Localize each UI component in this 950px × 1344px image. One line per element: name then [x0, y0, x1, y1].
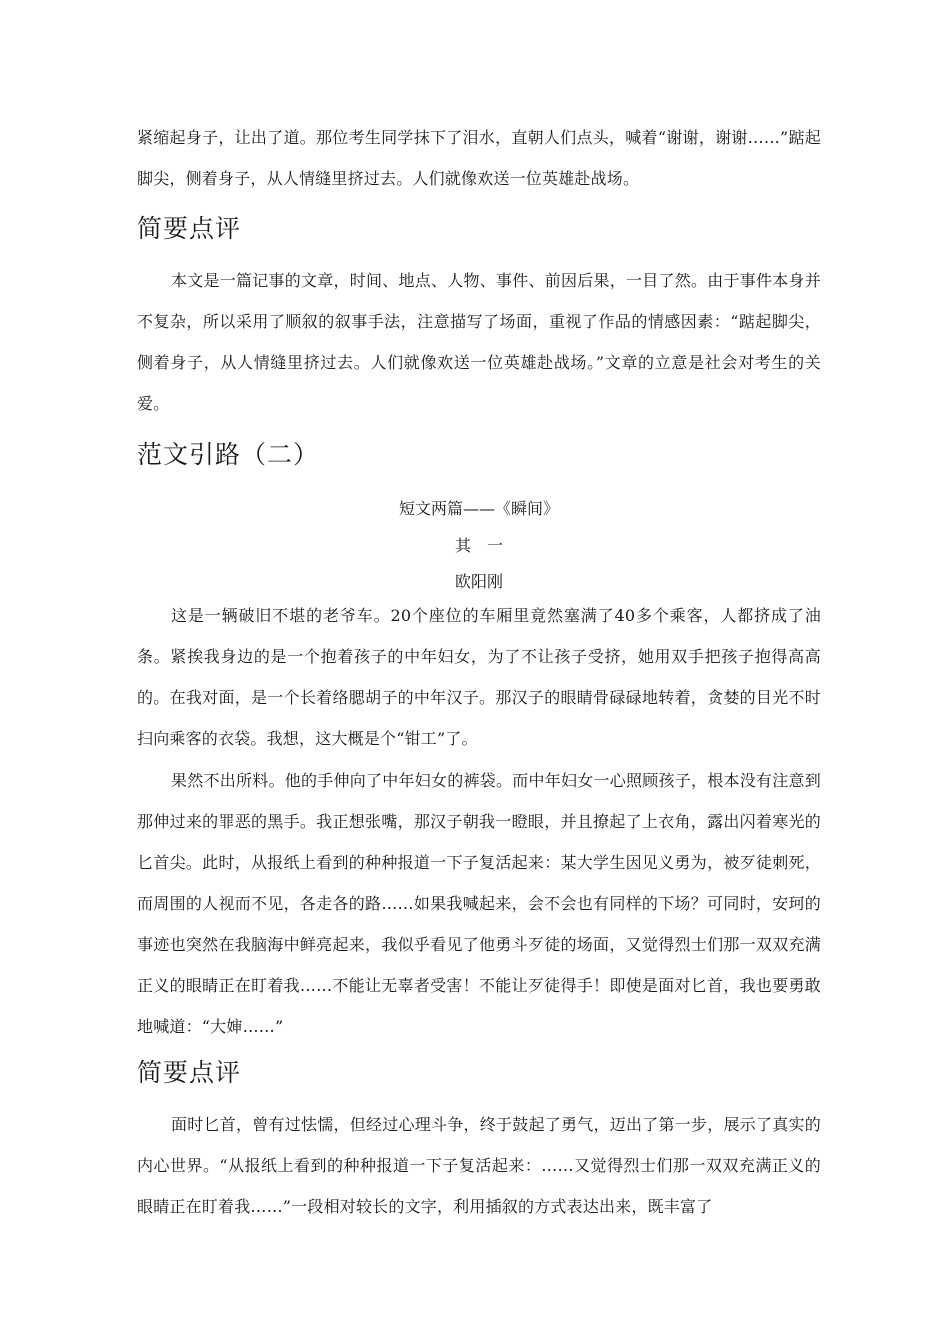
article-subtitle: 其 一 — [454, 536, 503, 555]
model-essay-heading: 范文引路（二） — [137, 440, 320, 469]
review-paragraph-1: 本文是一篇记事的文章，时间、地点、人物、事件、前因后果，一目了然。由于事件本身并不复杂，所以采用了顺叙的叙事手法，注意描写了场面，重视了作品的情感因素：“踮起脚尖，侧着身子，从人情缝里挤过去。人们就像欢送一位英雄赴战场。”文章的立意是社会对考生的关爱。 — [137, 271, 821, 413]
review-heading-2: 简要点评 — [137, 1058, 242, 1087]
article-author: 欧阳刚 — [454, 572, 503, 591]
article-title: 短文两篇——《瞬间》 — [398, 499, 559, 518]
review-heading-1: 简要点评 — [137, 214, 242, 243]
top-paragraph: 紧缩起身子，让出了道。那位考生同学抹下了泪水，直朝人们点头，喊着“谢谢，谢谢……”踮起脚尖，侧着身子，从人情缝里挤过去。人们就像欢送一位英雄赴战场。 — [137, 128, 821, 188]
essay-paragraph-2: 果然不出所料。他的手伸向了中年妇女的裤袋。而中年妇女一心照顾孩子，根本没有注意到那伸过来的罪恶的黑手。我正想张嘴，那汉子朝我一瞪眼，并且撩起了上衣角，露出闪着寒光的匕首尖。此时，从报纸上看到的种种报道一下子复活起来：某大学生因见义勇为，被歹徒刺死，而周围的人视而不见，各走各的路……如果我喊起来，会不会也有同样的下场？可同时，安珂的事迹也突然在我脑海中鲜亮起来，我似乎看见了他勇斗歹徒的场面，又觉得烈士们那一双双充满正义的眼睛正在盯着我……不能让无辜者受害！不能让歹徒得手！即使是面对匕首，我也要勇敢地喊道：“大婶……” — [137, 771, 821, 1036]
essay-paragraph-1: 这是一辆破旧不堪的老爷车。20个座位的车厢里竟然塞满了40多个乘客，人都挤成了油条。紧挨我身边的是一个抱着孩子的中年妇女，为了不让孩子受挤，她用双手把孩子抱得高高的。在我对面，是一个长着络腮胡子的中年汉子。那汉子的眼睛骨碌碌地转着，贪婪的目光不时扫向乘客的衣袋。我想，这大概是个“钳工”了。 — [137, 606, 821, 748]
review-paragraph-2: 面时匕首，曾有过怯懦，但经过心理斗争，终于鼓起了勇气，迈出了第一步，展示了真实的内心世界。“从报纸上看到的种种报道一下子复活起来：……又觉得烈士们那一双双充满正义的眼睛正在盯着我……”一段相对较长的文字，利用插叙的方式表达出来，既丰富了 — [137, 1115, 821, 1216]
